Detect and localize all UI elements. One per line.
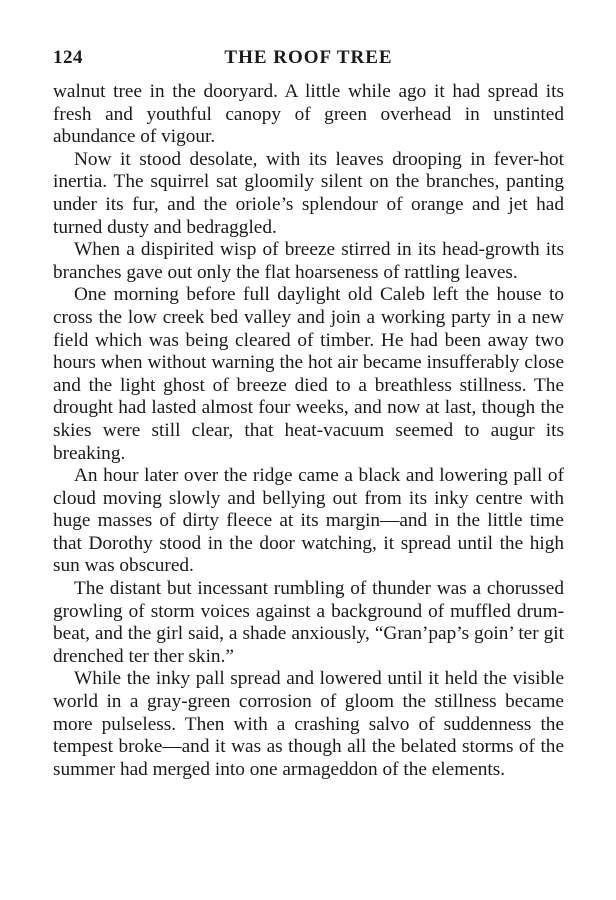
paragraph-tempest: While the inky pall spread and lowered until it held the visible world in a gray-green corrosion of gloom the stillness became more pulseless. Then with a crashing salvo of suddenness the tempest broke—and it was as though all the belated storms of the summer had merged into one armageddon of the elements. <box>53 668 564 780</box>
paragraph-caleb-leaves: One morning before full daylight old Caleb left the house to cross the low creek bed valley and join a working party in a new field which was being cleared of timber. He had been away two hours when without warning the hot air became insufferably close and the light ghost of breeze died to a breathless stillness. The drought had lasted almost four weeks, and now at last, though the skies were still clear, that heat-vacuum seemed to augur its breaking. <box>53 284 564 464</box>
paragraph-desolate-tree: Now it stood desolate, with its leaves drooping in fever-hot inertia. The squirrel sat gloomily silent on the branches, panting under its fur, and the oriole’s splendour of orange and jet had turned dusty and bedraggled. <box>53 148 564 238</box>
running-head <box>53 47 564 73</box>
running-title: THE ROOF TREE <box>224 47 393 68</box>
body-text <box>53 81 564 781</box>
paragraph-thunder: The distant but incessant rumbling of thunder was a chorussed growling of storm voices against a background of muffled drum-beat, and the girl said, a shade anxiously, “Gran’pap’s goin’ ter git drenched ter ther skin.” <box>53 578 564 667</box>
page-number: 124 <box>53 47 83 68</box>
paragraph-breeze: When a dispirited wisp of breeze stirred in its head-growth its branches gave out only the flat hoarseness of rattling leaves. <box>53 239 564 283</box>
paragraph-cloud-pall: An hour later over the ridge came a black and lowering pall of cloud moving slowly and bellying out from its inky centre with huge masses of dirty fleece at its margin—and in the little time that Dorothy stood in the door watching, it spread until the high sun was obscured. <box>53 465 564 577</box>
paragraph-continued: walnut tree in the dooryard. A little while ago it had spread its fresh and youthful canopy of green overhead in unstinted abundance of vigour. <box>53 81 564 148</box>
